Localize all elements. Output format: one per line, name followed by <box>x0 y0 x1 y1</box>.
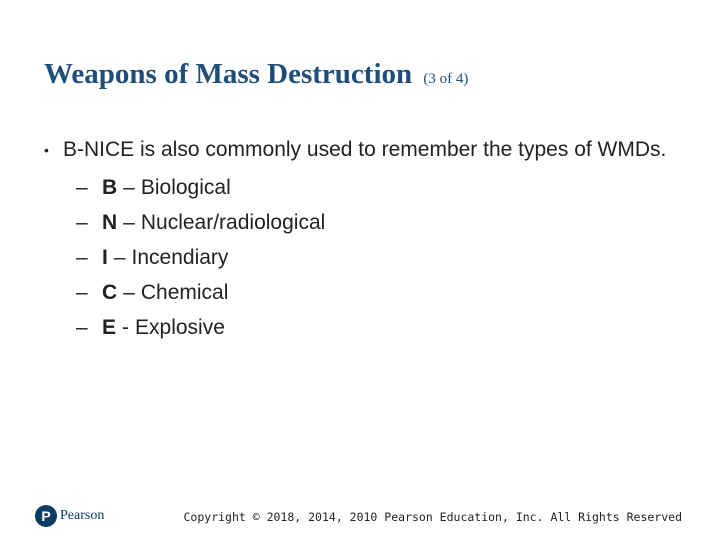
sub-item-i <box>76 240 684 275</box>
sub-item-word: Chemical <box>140 280 229 304</box>
sub-item-n <box>76 205 684 240</box>
slide-title-suffix: (3 of 4) <box>423 71 469 87</box>
pearson-logo <box>35 505 104 527</box>
slide-title-text: Weapons of Mass Destruction <box>44 58 413 90</box>
dash-icon: – <box>76 245 88 269</box>
copyright-notice: Copyright © 2018, 2014, 2010 Pearson Education, Inc. All Rights Reserved <box>183 510 682 524</box>
dash-icon: – <box>76 280 88 304</box>
sub-item-letter: N <box>102 210 118 234</box>
bullet-text: B-NICE is also commonly used to remember the types of WMDs. <box>63 138 667 161</box>
sub-item-word: Nuclear/radiological <box>140 210 326 234</box>
dash-icon: – <box>76 175 88 199</box>
sub-item-letter: I <box>102 245 108 269</box>
bullet-item <box>44 136 684 164</box>
bullet-dot-icon: • <box>44 142 49 158</box>
sub-item-word: Explosive <box>135 315 225 339</box>
sub-item-letter: E <box>102 315 117 339</box>
dash-icon: – <box>76 315 88 339</box>
pearson-logo-icon: P <box>35 505 57 527</box>
sub-item-word: Incendiary <box>131 245 229 269</box>
sub-item-e <box>76 310 684 345</box>
sub-list <box>76 170 684 345</box>
sub-item-letter: B <box>102 175 118 199</box>
pearson-logo-text: Pearson <box>60 508 105 523</box>
sub-item-word: Biological <box>140 175 231 199</box>
sub-item-separator: – <box>113 245 126 269</box>
sub-item-separator: - <box>122 315 130 339</box>
sub-item-separator: – <box>123 280 135 304</box>
slide-body <box>44 136 684 345</box>
sub-item-letter: C <box>102 280 118 304</box>
dash-icon: – <box>76 210 88 234</box>
sub-item-b <box>76 170 684 205</box>
sub-item-separator: – <box>123 175 135 199</box>
sub-item-c <box>76 275 684 310</box>
sub-item-separator: – <box>123 210 135 234</box>
slide-title <box>44 58 468 91</box>
